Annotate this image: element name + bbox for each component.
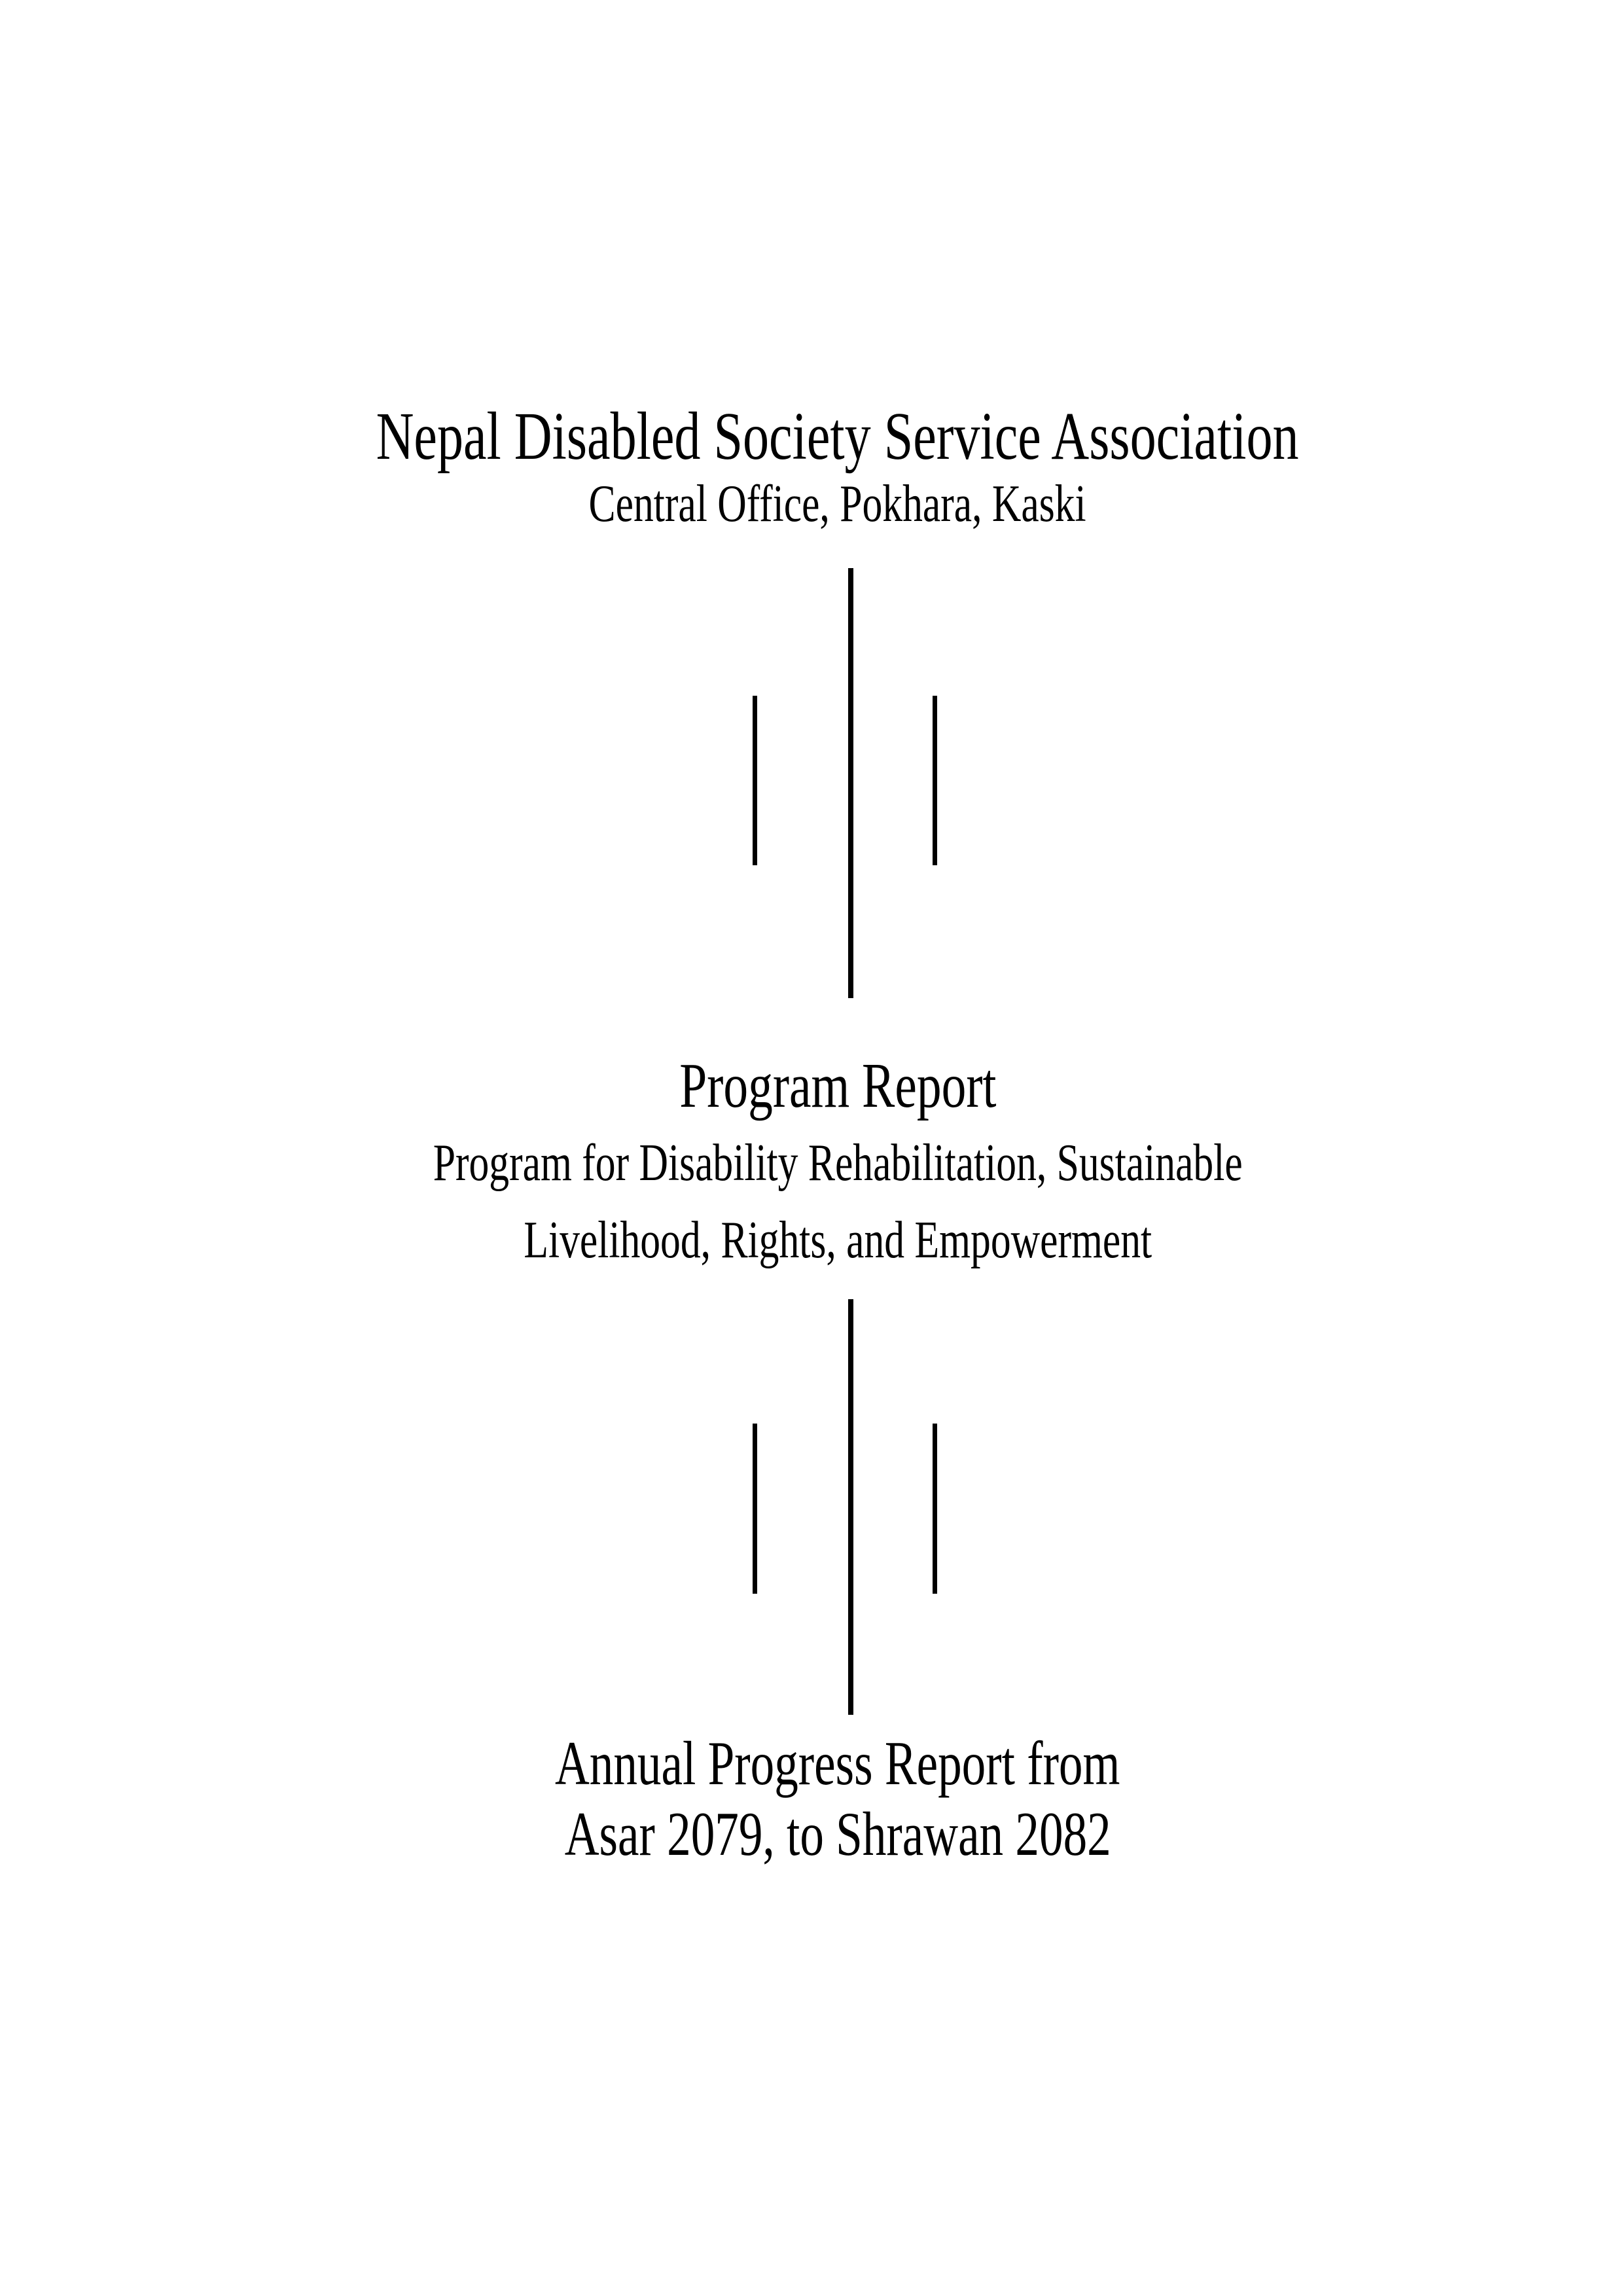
report-subtitle-line2	[52, 1211, 1623, 1269]
report-subtitle-line2-text: Livelihood, Rights, and Empowerment	[524, 1211, 1152, 1269]
vertical-bar-icon	[933, 696, 937, 865]
period-line2	[52, 1799, 1623, 1869]
org-name-title	[52, 399, 1623, 474]
vertical-bar-icon	[753, 696, 757, 865]
period-line1-text: Annual Progress Report from	[555, 1729, 1120, 1798]
period-line2-text: Asar 2079, to Shrawan 2082	[564, 1799, 1111, 1869]
report-title-text: Program Report	[679, 1050, 997, 1121]
org-office-subtitle	[52, 475, 1623, 533]
vertical-bar-icon	[848, 568, 853, 998]
period-line1	[52, 1729, 1623, 1798]
vertical-bar-icon	[848, 1299, 853, 1715]
vertical-bar-icon	[753, 1424, 757, 1594]
vertical-bar-icon	[933, 1424, 937, 1594]
report-title	[52, 1050, 1623, 1121]
report-subtitle-line1	[52, 1134, 1623, 1192]
org-name-text: Nepal Disabled Society Service Association	[376, 399, 1299, 474]
report-subtitle-line1-text: Program for Disability Rehabilitation, Sustainable	[433, 1134, 1243, 1192]
org-office-text: Central Office, Pokhara, Kaski	[588, 475, 1087, 533]
